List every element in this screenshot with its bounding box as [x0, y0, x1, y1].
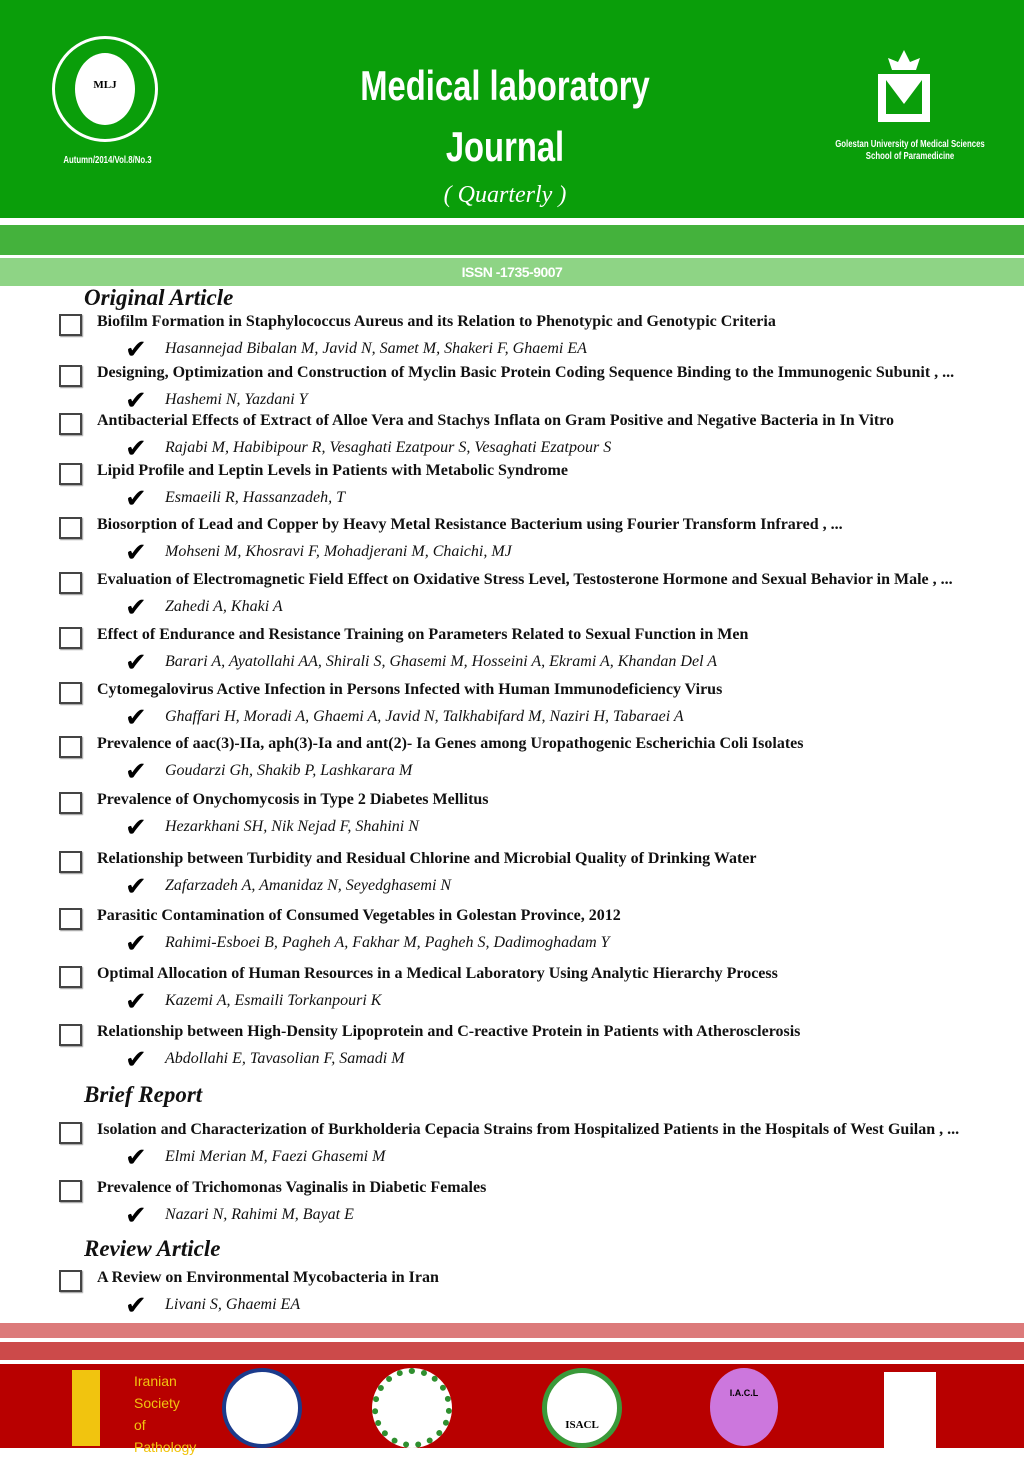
- checkmark-icon: ✔: [125, 872, 147, 901]
- article-title: Cytomegalovirus Active Infection in Persons Infected with Human Immunodeficiency Virus: [97, 681, 723, 698]
- column-logo-icon: [884, 1372, 936, 1448]
- article-checkbox[interactable]: [59, 966, 82, 988]
- article-authors: Goudarzi Gh, Shakib P, Lashkarara M: [165, 762, 413, 779]
- article-title: Antibacterial Effects of Extract of Alloe Vera and Stachys Inflata on Gram Positive and Negative Bacteria in In Vitro: [97, 412, 894, 429]
- article-authors: Livani S, Ghaemi EA: [165, 1296, 301, 1313]
- article-checkbox[interactable]: [59, 1122, 82, 1144]
- checkmark-icon: ✔: [125, 929, 147, 958]
- parasitology-society-logo: [222, 1368, 302, 1448]
- university-logo-icon: [872, 48, 936, 124]
- article-authors: Barari A, Ayatollahi AA, Shirali S, Ghasemi M, Hosseini A, Ekrami A, Khandan Del A: [165, 653, 717, 670]
- iranian-society-pathology-logo: Iranian Society of Pathology: [72, 1370, 182, 1446]
- article-title: Parasitic Contamination of Consumed Vegetables in Golestan Province, 2012: [97, 907, 621, 924]
- society-logo-yellow: [372, 1368, 452, 1448]
- journal-frequency: ( Quarterly ): [443, 182, 567, 208]
- article-title: Relationship between High-Density Lipoprotein and C-reactive Protein in Patients with Atherosclerosis: [97, 1023, 801, 1040]
- article-title: A Review on Environmental Mycobacteria in Iran: [97, 1269, 439, 1286]
- issn-band: [0, 258, 1024, 286]
- checkmark-icon: ✔: [125, 335, 147, 364]
- article-title: Effect of Endurance and Resistance Training on Parameters Related to Sexual Function in Men: [97, 626, 749, 643]
- article-checkbox[interactable]: [59, 682, 82, 704]
- article-authors: Esmaeili R, Hassanzadeh, T: [165, 489, 345, 506]
- article-title: Relationship between Turbidity and Residual Chlorine and Microbial Quality of Drinking Water: [97, 850, 757, 867]
- article-title: Prevalence of Onychomycosis in Type 2 Diabetes Mellitus: [97, 791, 489, 808]
- article-authors: Kazemi A, Esmaili Torkanpouri K: [165, 992, 382, 1009]
- article-title: Prevalence of aac(3)-IIa, aph(3)-Ia and ant(2)- Ia Genes among Uropathogenic Escherichia Coli Isolates: [97, 735, 804, 752]
- article-checkbox[interactable]: [59, 1024, 82, 1046]
- article-checkbox[interactable]: [59, 1270, 82, 1292]
- article-authors: Hezarkhani SH, Nik Nejad F, Shahini N: [165, 818, 419, 835]
- article-authors: Mohseni M, Khosravi F, Mohadjerani M, Chaichi, MJ: [165, 543, 512, 560]
- article-authors: Elmi Merian M, Faezi Ghasemi M: [165, 1148, 386, 1165]
- section-heading: Brief Report: [84, 1082, 203, 1107]
- checkmark-icon: ✔: [125, 593, 147, 622]
- checkmark-icon: ✔: [125, 1045, 147, 1074]
- article-authors: Nazari N, Rahimi M, Bayat E: [165, 1206, 354, 1223]
- article-authors: Abdollahi E, Tavasolian F, Samadi M: [165, 1050, 405, 1067]
- article-checkbox[interactable]: [59, 851, 82, 873]
- checkmark-icon: ✔: [125, 538, 147, 567]
- article-checkbox[interactable]: [59, 517, 82, 539]
- journal-title-line2: Journal: [445, 123, 565, 170]
- school-line: School of Paramedicine: [865, 151, 955, 162]
- article-authors: Zafarzadeh A, Amanidaz N, Seyedghasemi N: [165, 877, 452, 894]
- footer-stripe: [0, 1342, 1024, 1360]
- article-authors: Zahedi A, Khaki A: [165, 598, 283, 615]
- article-checkbox[interactable]: [59, 736, 82, 758]
- isacl-logo: ISACL: [542, 1368, 622, 1448]
- article-checkbox[interactable]: [59, 572, 82, 594]
- article-authors: Rahimi-Esboei B, Pagheh A, Fakhar M, Pagheh S, Dadimoghadam Y: [165, 934, 610, 951]
- university-line: Golestan University of Medical Sciences: [835, 139, 985, 150]
- article-title: Prevalence of Trichomonas Vaginalis in Diabetic Females: [97, 1179, 487, 1196]
- article-title: Optimal Allocation of Human Resources in a Medical Laboratory Using Analytic Hierarchy Process: [97, 965, 778, 982]
- checkmark-icon: ✔: [125, 813, 147, 842]
- checkmark-icon: ✔: [125, 1201, 147, 1230]
- article-checkbox[interactable]: [59, 1180, 82, 1202]
- article-title: Designing, Optimization and Construction of Myclin Basic Protein Coding Sequence Binding to the Immunogenic Subunit , ...: [97, 364, 955, 381]
- checkmark-icon: ✔: [125, 648, 147, 677]
- article-checkbox[interactable]: [59, 365, 82, 387]
- article-checkbox[interactable]: [59, 463, 82, 485]
- issn: ISSN -1735-9007: [461, 264, 563, 280]
- article-title: Biosorption of Lead and Copper by Heavy Metal Resistance Bacterium using Fourier Transform Infrared , ...: [97, 516, 843, 533]
- article-title: Lipid Profile and Leptin Levels in Patients with Metabolic Syndrome: [97, 462, 568, 479]
- checkmark-icon: ✔: [125, 987, 147, 1016]
- checkmark-icon: ✔: [125, 757, 147, 786]
- section-heading: Review Article: [84, 1236, 221, 1261]
- microscope-icon: MLJ: [75, 53, 135, 125]
- footer-stripe: [0, 1323, 1024, 1338]
- journal-logo: [52, 36, 158, 142]
- checkmark-icon: ✔: [125, 386, 147, 415]
- iacl-logo: I.A.C.L: [710, 1368, 778, 1446]
- checkmark-icon: ✔: [125, 703, 147, 732]
- journal-title: Medical laboratory: [360, 62, 650, 109]
- article-checkbox[interactable]: [59, 908, 82, 930]
- article-checkbox[interactable]: [59, 314, 82, 336]
- article-authors: Hasannejad Bibalan M, Javid N, Samet M, Shakeri F, Ghaemi EA: [165, 340, 587, 357]
- checkmark-icon: ✔: [125, 1291, 147, 1320]
- checkmark-icon: ✔: [125, 434, 147, 463]
- article-title: Isolation and Characterization of Burkholderia Cepacia Strains from Hospitalized Patients in the Hospitals of West Guilan , ...: [97, 1121, 960, 1138]
- article-checkbox[interactable]: [59, 792, 82, 814]
- article-checkbox[interactable]: [59, 627, 82, 649]
- section-heading: Original Article: [84, 285, 234, 310]
- article-authors: Hashemi N, Yazdani Y: [165, 391, 308, 408]
- checkmark-icon: ✔: [125, 484, 147, 513]
- issue-info: Autumn/2014/Vol.8/No.3: [63, 155, 152, 166]
- article-checkbox[interactable]: [59, 413, 82, 435]
- article-authors: Rajabi M, Habibipour R, Vesaghati Ezatpour S, Vesaghati Ezatpour S: [165, 439, 612, 456]
- article-title: Evaluation of Electromagnetic Field Effect on Oxidative Stress Level, Testosterone Hormone and Sexual Behavior in Male , ...: [97, 571, 953, 588]
- checkmark-icon: ✔: [125, 1143, 147, 1172]
- university-name: [816, 139, 1003, 163]
- article-title: Biofilm Formation in Staphylococcus Aureus and its Relation to Phenotypic and Genotypic Criteria: [97, 313, 776, 330]
- green-band: [0, 225, 1024, 255]
- article-authors: Ghaffari H, Moradi A, Ghaemi A, Javid N, Talkhabifard M, Naziri H, Tabaraei A: [165, 708, 684, 725]
